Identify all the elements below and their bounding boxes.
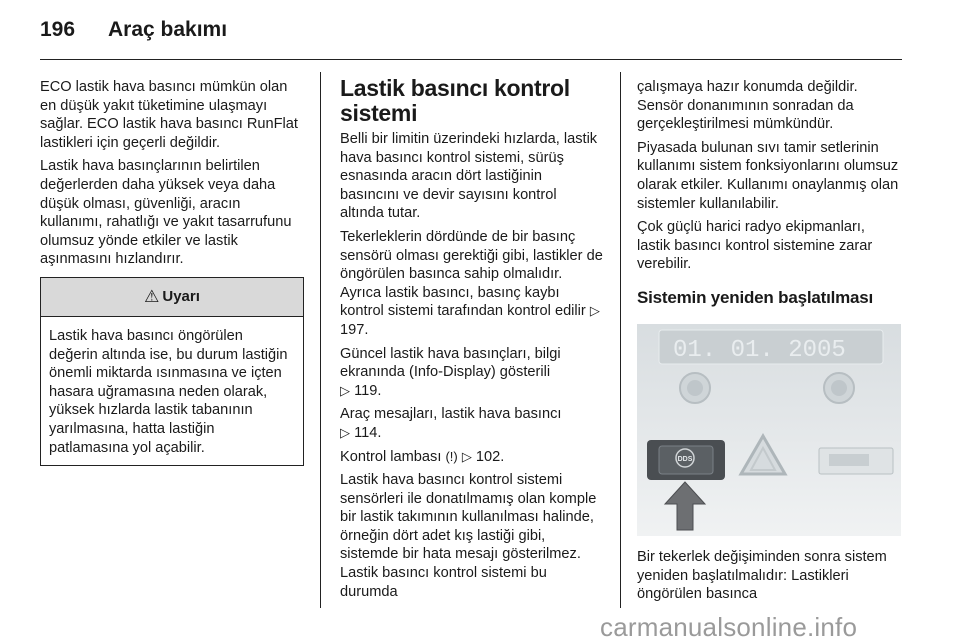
paragraph-repair-kits: Piyasada bulunan sıvı tamir setlerinin kullanımı sistem fonksiyonlarını olumsuz olarak etkiler. Kullanımı onaylanmış olan sistemler kullanılabilir. [637,139,899,212]
dds-button [659,446,713,474]
page-ref-197[interactable]: 197. [340,321,369,338]
paragraph-no-sensors: Lastik hava basıncı kontrol sistemi sensörleri ile donatılmamış olan komple bir lastik takımının kullanılması halinde, örneğin dört adet kış lastiği gibi, sistemde bir hata mesajı gösterilmez. Lastik basıncı kontrol sistemi bu durumda [340,472,597,600]
paragraph-restart-intro: Bir tekerlek değişiminden sonra sistem yeniden başlatılmalıdır: Lastikleri öngörülen basınca [637,548,887,603]
paragraph-control-lamp-text: Kontrol lambası [340,448,442,465]
paragraph-pressure-effects: Lastik hava basınçlarının belirtilen değerlerden daha yüksek veya daha düşük olması, güvenliği, aracın kullanımı, rahatlığı ve yakıt tasarrufunu olumsuz yönde etkiler ve lastik aşınmasını hızlandırır. [40,158,292,268]
warning-box [40,277,304,466]
page-ref-arrow-icon: ▷ [461,448,472,464]
paragraph-vehicle-messages-text: Araç mesajları, lastik hava basıncı [340,406,562,423]
column-2 [340,76,604,606]
tire-pressure-lamp-icon: (!) [445,448,458,464]
header-rule [40,59,902,60]
page-ref-102[interactable]: 102. [475,448,505,465]
page-ref-arrow-icon: ▷ [340,382,350,398]
watermark: carmanualsonline.info [600,612,858,642]
warning-triangle-icon: ⚠ [144,286,160,306]
page-header [40,18,902,58]
section-heading-restart: Sistemin yeniden başlatılması [637,287,874,307]
paragraph-radio: Çok güçlü harici radyo ekipmanları, lastik basıncı kontrol sistemine zarar verebilir. [637,219,873,273]
column-3 [637,78,901,609]
page-ref-114[interactable]: 114. [354,424,382,441]
page-title: Araç bakımı [108,18,228,41]
column-divider-1 [320,72,321,608]
page-number: 196 [40,18,76,41]
page-ref-119[interactable]: 119. [354,382,382,399]
column-divider-2 [620,72,621,608]
dds-label: DDS [677,455,693,463]
paragraph-eco: ECO lastik hava basıncı mümkün olan en düşük yakıt tüketimine ulaşmayı sağlar. ECO lastik hava basıncı RunFlat lastikleri için geçerli değildir. [40,79,298,151]
warning-header [41,278,303,317]
page-ref-arrow-icon: ▷ [589,303,600,319]
paragraph-not-ready: çalışmaya hazır konumda değildir. Sensör donanımının sonradan da gerçekleştirilmesi mümkündür. [637,79,858,133]
paragraph-sensors [340,228,604,340]
warning-body: Lastik hava basıncı öngörülen değerin altında ise, bu durum lastiğin önemli miktarda ısınmasına ve içten hasara uğramasına neden olarak, yüksek hızlarda lastik tabanının yarılmasına, hatta lastiğin patlamasına yol açabilir. [49,327,288,456]
dds-button-photo [637,324,901,536]
warning-title: Uyarı [162,287,200,305]
paragraph-vehicle-messages [340,405,604,442]
column-1 [40,78,304,466]
photo-display-text: 01. 01. 2005 [673,336,846,364]
paragraph-info-display [340,345,604,401]
section-heading-tpms: Lastik basıncı kontrol sistemi [340,75,570,126]
paragraph-sensors-text: Tekerleklerin dördünde de bir basınç sensörü olması gerektiği gibi, lastikler de öngörülen basınca sahip olmalıdır. Ayrıca lastik basıncı, basınç kaybı kontrol sistemi tarafından kontrol edilir [340,228,603,320]
page-ref-arrow-icon: ▷ [340,424,350,440]
paragraph-tpms-intro: Belli bir limitin üzerindeki hızlarda, lastik hava basıncı kontrol sistemi, sürüş esnasında aracın dört lastiğinin basıncını ve devir sayısını kontrol altında tutar. [340,131,598,222]
paragraph-control-lamp [340,448,604,467]
paragraph-info-display-text: Güncel lastik hava basınçları, bilgi ekranında (Info-Display) gösterili [340,345,561,381]
